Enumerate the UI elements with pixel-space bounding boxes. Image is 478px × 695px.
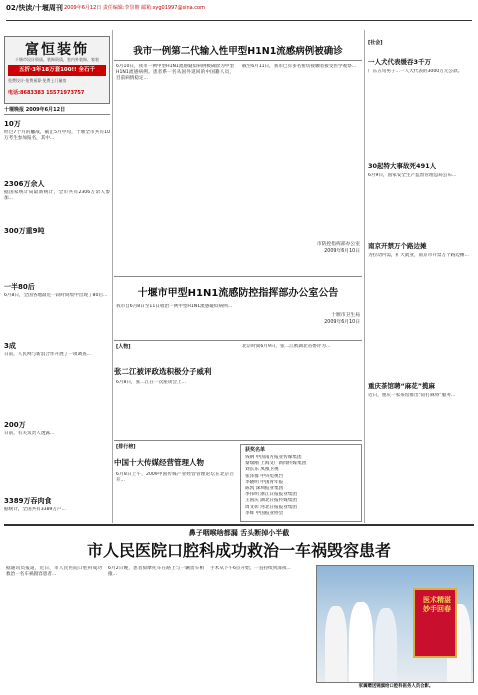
feature-text-b: 6月2日晚，患者骑摩托车在路上与一辆货车相撞... [108,566,204,578]
left-s3-title: 300万重9吨 [4,227,45,235]
header-info: 2009年6月12日 责任编辑:李崇朝 邮箱:syg01997@sina.com [64,5,205,11]
main4-headline: 中国十大传媒经营管理人物 [114,458,204,467]
left-s4-text: 6月8日，全国各地最近一段时间集中出现了80后... [4,293,108,298]
left-s3-text [4,237,110,277]
left-s5-text: 日前，人民网与新浪合作开展了一项调查... [4,352,92,357]
main1-sign-date: 2009年6月10日 [324,249,360,254]
feature-headline: 市人民医院口腔科成功救治一车祸毁容患者 [86,541,391,560]
main2-sign-org: 十堰市卫生局 [331,313,360,318]
main1-headline: 我市一例第二代输入性甲型H1N1流感病例被确诊 [133,46,343,57]
feature-text-c: 手术从下午6点开始，一直持续到深夜... [210,566,291,571]
main3-headline: 张二江被评政选积极分子威利 [114,367,212,376]
feature-photo-caption: 家属赠送锦旗给口腔科医务人员合影。 [358,684,434,689]
left-rule [4,114,110,115]
list-item: 张泽群 中央电视台 [245,473,284,479]
list-item: 李伟明 浙江日报报业集团 [245,492,297,498]
page-section-name: 快读/十堰周刊 [18,4,63,12]
right-r2-title: 30起特大事故死491人 [368,162,437,170]
right-r4-title: 重庆茶馆聘“麻花”揽麻 [368,382,436,390]
left-s4-title: 一半80后 [4,283,35,291]
main1-text-b: 截至6月11日，我市已有多名密切接触者接受医学观察... [242,64,357,69]
left-s6-text: 日前，有关负责人透露... [4,431,55,436]
column-divider-left [112,30,113,523]
list-item: 黎瑞刚 上海文广新闻传媒集团 [245,461,307,467]
main3-text2: 北京时间6月9日，张二江被湖北省委评为... [242,344,331,349]
main4-list [245,455,359,517]
main4-list-box [240,444,362,522]
ad-phone: 电话:8683383 15571973757 [8,90,85,96]
feature-subtitle: 鼻子咽喉啥都漏 舌头断掉小半截 [188,529,290,537]
person-figure [375,608,397,683]
feature-photo [316,565,474,683]
right-r1-title: 一人犬代表缓吞3千万 [368,58,432,66]
page-number: 02/ [6,4,19,12]
left-s1-title: 10万 [4,120,21,128]
main3-rule [114,340,362,341]
right-r3-text: 为拉动内需，扩大就业，南京市开禁万个路边摊... [368,253,469,258]
main3-tag: [人物] [116,344,131,350]
right-r3-title: 南京开禁万个路边摊 [368,242,427,250]
left-s7-text: 据统计，全国共有3389万户... [4,507,67,512]
left-date-line: 十堰晚报 2009年6月12日 [4,107,66,113]
main4-tag: [排行榜] [116,444,136,450]
feature-text-a: 据通讯员报道，近日，市人民医院口腔科成功救治一名车祸毁容患者... [6,566,102,578]
right-tag: [社会] [368,40,383,46]
main4-rule [114,440,362,441]
feature-banner [413,588,457,658]
main1-rule [114,60,362,61]
main3-text: 6月8日，张二江在一次座谈会上... [116,380,186,385]
left-s1-text: 经过7个月的鏖战，截止5月中旬，十堰全市共有10万考生参加报名，其中... [4,130,110,142]
list-item: 陈凯 深圳报业集团 [245,486,284,492]
list-item: 周文彰 河北日报报业集团 [245,504,297,510]
left-s7-title: 3389万吞肉食 [4,497,52,505]
right-r1-text: 广东五旬男子...一人犬代表的3000万元公款。 [368,69,463,74]
banner-text: 医术精湛 妙手回春 [423,596,451,613]
main4-text: 6月8日上午，2009中国传媒产业经营管理论坛在北京召开... [116,472,234,484]
header-rule [6,20,472,21]
right-r2-text: 6月9日，国家安全生产监督管理总局公布... [368,173,457,178]
list-item: 李辉 中国报业协会 [245,510,284,516]
main2-text: 我市自6月8日至11日收治一例甲型H1N1流感疑似病例... [116,304,233,309]
column-divider-right [364,30,365,523]
left-s6-title: 200万 [4,421,26,429]
list-item: 王国庆 湖北日报传媒集团 [245,498,297,504]
ad-red-banner: 五折·3年18万套100!! 全石千 [8,65,106,76]
main2-rule-top [114,276,362,277]
right-r4-text: 近日，重庆一家茶馆推出“陪打麻将”服务... [368,393,456,398]
ad-title: 富恒装饰 [25,42,89,58]
page-section [6,4,63,12]
list-item: 钱钢 中国南方报业传媒集团 [245,455,302,460]
main1-text-a: 6月10日，我市一例甲型H1N1流感疑似病例被确诊为甲型H1N1流感病例。患者系一名从国外返回的中国籍人员，目前病情稳定... [116,64,234,82]
main2-sign-date: 2009年6月10日 [324,320,360,325]
person-figure [325,606,347,683]
advertisement [4,36,110,104]
left-s2-text: 据国家统计局最新统计，全市共有2306万余人参加... [4,190,110,202]
main1-sign-org: 市防控指挥部办公室 [316,242,360,247]
list-item: 李晓明 中国青年报 [245,479,284,485]
feature-rule [4,524,474,526]
left-s5-title: 3成 [4,342,16,350]
page-header [0,0,478,22]
main4-list-title: 获奖名单 [245,447,266,453]
left-s2-title: 2306万余人 [4,180,45,188]
ad-subtitle: 十堰市设计资质、装饰资质，室内外装饰、家装 [15,57,99,62]
person-figure [349,602,373,683]
main2-headline: 十堰市甲型H1N1流感防控指挥部办公室公告 [137,288,339,299]
ad-small-text: 免费设计·免费预算·免费上门量房 [8,78,67,83]
list-item: 刘长乐 凤凰卫视 [245,467,279,473]
